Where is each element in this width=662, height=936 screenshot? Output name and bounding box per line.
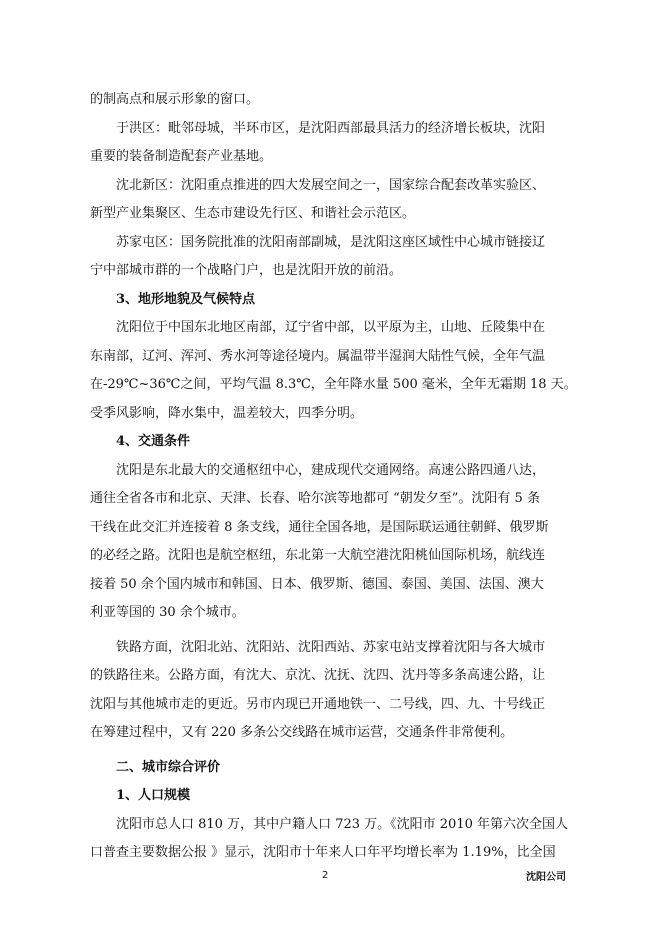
footer-company: 沈阳公司 — [526, 872, 566, 883]
text-line: 接着 50 余个国内城市和韩国、日本、俄罗斯、德国、泰国、美国、法国、澳大 — [90, 576, 544, 592]
text-line: 的制高点和展示形象的窗口。 — [90, 92, 260, 107]
text-line: 在-29℃~36℃之间，平均气温 8.3℃，全年降水量 500 毫米，全年无霜期 18 天。 — [90, 377, 577, 392]
section-heading: 3、地形地貌及气候特点 — [116, 291, 256, 307]
text-line: 于洪区：毗邻母城，半环市区，是沈阳西部最具活力的经济增长板块，沈阳 — [116, 120, 546, 136]
text-line: 铁路方面，沈阳北站、沈阳站、沈阳西站、苏家屯站支撑着沈阳与各大城市 — [116, 639, 546, 655]
text-line: 沈北新区：沈阳重点推进的四大发展空间之一，国家综合配套改革实验区、 — [116, 177, 546, 193]
text-line: 口普查主要数据公报 》显示，沈阳市十年来人口年平均增长率为 1.19%，比全国 — [90, 845, 556, 860]
text-line: 新型产业集聚区、生态市建设先行区、和谐社会示范区。 — [90, 206, 416, 221]
text-line: 沈阳是东北最大的交通枢纽中心，建成现代交通网络。高速公路四通八达， — [116, 462, 546, 478]
text-line: 沈阳与其他城市走的更近。另市内现已开通地铁一、二号线，四、九、十号线正 — [90, 696, 546, 712]
document-body — [90, 86, 577, 868]
text-line: 沈阳位于中国东北地区南部，辽宁省中部，以平原为主，山地、丘陵集中在 — [116, 320, 546, 335]
text-line: 宁中部城市群的一个战略门户，也是沈阳开放的前沿。 — [90, 263, 403, 278]
text-line: 干线在此交汇并连接着 8 条支线，通往全国各地，是国际联运通往朝鲜、俄罗斯 — [90, 519, 549, 535]
chapter-heading: 二、城市综合评价 — [116, 759, 221, 775]
section-heading: 4、交通条件 — [116, 434, 191, 449]
text-line: 在筹建过程中，又有 220 多条公交线路在城市运营，交通条件非常便利。 — [90, 725, 514, 740]
text-line: 利亚等国的 30 余个城市。 — [90, 605, 245, 620]
text-line: 苏家屯区：国务院批准的沈阳南部副城，是沈阳这座区域性中心城市链接辽 — [116, 234, 546, 250]
section-heading: 1、人口规模 — [116, 788, 191, 803]
text-line: 东南部，辽河、浑河、秀水河等途径境内。属温带半湿润大陆性气候，全年气温 — [90, 348, 546, 364]
page-number: 2 — [322, 870, 329, 881]
text-line: 受季风影响，降水集中，温差较大，四季分明。 — [90, 405, 364, 421]
text-line: 沈阳市总人口 810 万，其中户籍人口 723 万。《沈阳市 2010 年第六次全国人 — [116, 816, 569, 832]
text-line: 通往全省各市和北京、天津、长春、哈尔滨等地都可 “朝发夕至”。沈阳有 5 条 — [90, 491, 540, 506]
text-line: 的铁路往来。公路方面，有沈大、京沈、沈抚、沈四、沈丹等多条高速公路，让 — [90, 668, 546, 683]
text-line: 重要的装备制造配套产业基地。 — [90, 149, 273, 164]
text-line: 的必经之路。沈阳也是航空枢纽，东北第一大航空港沈阳桃仙国际机场，航线连 — [90, 548, 546, 563]
